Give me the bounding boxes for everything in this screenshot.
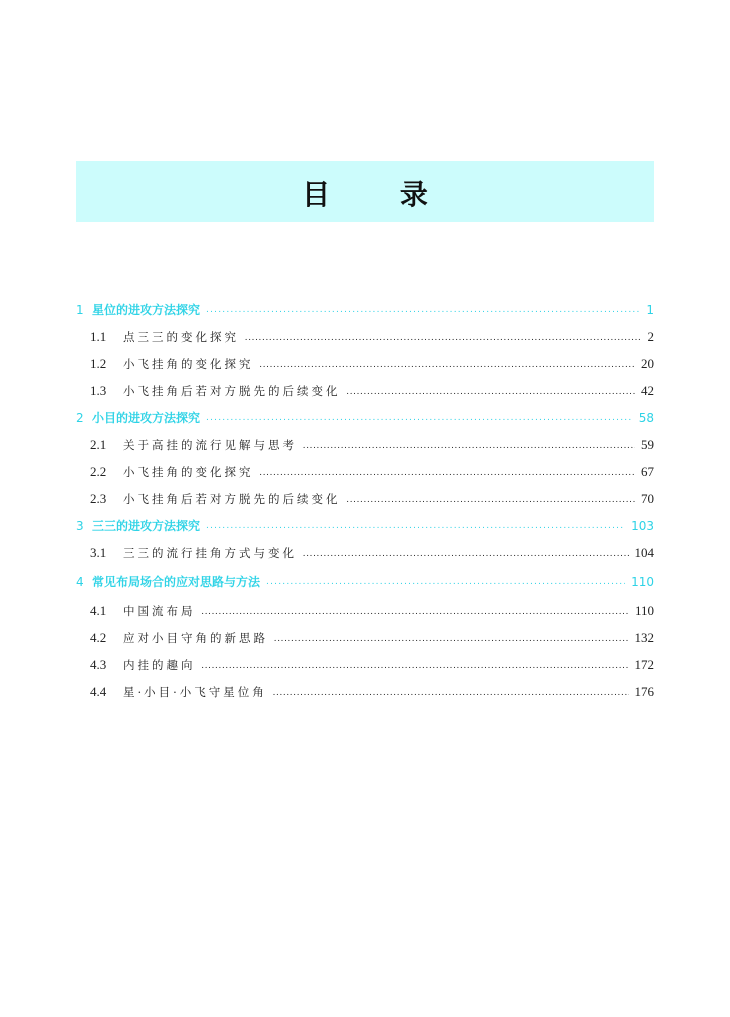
entry-number: 2.3	[90, 490, 107, 506]
toc-section[interactable]	[76, 485, 654, 512]
toc-section[interactable]	[76, 350, 654, 377]
entry-page: 103	[631, 518, 654, 533]
entry-page: 132	[634, 629, 654, 645]
entry-title: 三三的流行挂角方式与变化	[123, 545, 297, 560]
toc-section[interactable]	[76, 377, 654, 404]
entry-page: 1	[646, 302, 654, 317]
entry-number: 3.1	[90, 544, 107, 560]
entry-page: 59	[641, 436, 654, 452]
entry-number: 4.1	[90, 602, 107, 618]
toc-chapter[interactable]	[76, 512, 654, 539]
leader-dots	[303, 440, 635, 450]
entry-page: 2	[647, 328, 654, 344]
entry-title: 小飞挂角后若对方脱先的后续变化	[123, 491, 341, 506]
entry-title: 常见布局场合的应对思路与方法	[92, 575, 261, 589]
leader-dots	[206, 413, 633, 423]
entry-number: 2.1	[90, 436, 107, 452]
entry-page: 67	[641, 463, 654, 479]
entry-number: 2.2	[90, 463, 107, 479]
entry-page: 172	[634, 656, 654, 672]
leader-dots	[347, 494, 636, 504]
entry-title: 星·小目·小飞守星位角	[123, 684, 267, 699]
toc-chapter[interactable]	[76, 296, 654, 323]
entry-page: 110	[631, 574, 654, 589]
entry-title: 小飞挂角的变化探究	[123, 464, 254, 479]
entry-title: 内挂的趣向	[123, 657, 196, 672]
entry-number: 4	[76, 574, 84, 589]
leader-dots	[303, 548, 629, 558]
leader-dots	[273, 687, 629, 697]
entry-page: 42	[641, 382, 654, 398]
entry-page: 70	[641, 490, 654, 506]
entry-number: 1	[76, 302, 84, 317]
table-of-contents	[76, 296, 654, 705]
entry-page: 110	[634, 602, 654, 618]
leader-dots	[266, 577, 625, 587]
leader-dots	[260, 467, 636, 477]
leader-dots	[347, 386, 636, 396]
entry-title: 星位的进攻方法探究	[92, 303, 201, 317]
entry-title: 关于高挂的流行见解与思考	[123, 437, 297, 452]
toc-section[interactable]	[76, 624, 654, 651]
entry-page: 176	[634, 683, 654, 699]
leader-dots	[202, 606, 629, 616]
entry-title: 小飞挂角的变化探究	[123, 356, 254, 371]
toc-section[interactable]	[76, 539, 654, 566]
toc-section[interactable]	[76, 431, 654, 458]
toc-section[interactable]	[76, 678, 654, 705]
entry-number: 1.1	[90, 328, 107, 344]
entry-number: 4.4	[90, 683, 107, 699]
entry-title: 小飞挂角后若对方脱先的后续变化	[123, 383, 341, 398]
toc-section[interactable]	[76, 458, 654, 485]
leader-dots	[202, 660, 629, 670]
toc-chapter[interactable]	[76, 566, 654, 597]
entry-number: 3	[76, 518, 84, 533]
entry-title: 三三的进攻方法探究	[92, 519, 201, 533]
toc-section[interactable]	[76, 651, 654, 678]
leader-dots	[260, 359, 636, 369]
toc-section[interactable]	[76, 597, 654, 624]
leader-dots	[206, 305, 640, 315]
leader-dots	[245, 332, 642, 342]
leader-dots	[206, 521, 625, 531]
entry-page: 58	[638, 410, 654, 425]
entry-number: 4.2	[90, 629, 107, 645]
entry-title: 点三三的变化探究	[123, 329, 239, 344]
toc-chapter[interactable]	[76, 404, 654, 431]
entry-title: 中国流布局	[123, 603, 196, 618]
toc-section[interactable]	[76, 323, 654, 350]
entry-number: 2	[76, 410, 84, 425]
entry-page: 20	[641, 355, 654, 371]
entry-title: 小目的进攻方法探究	[92, 411, 201, 425]
leader-dots	[274, 633, 629, 643]
entry-title: 应对小目守角的新思路	[123, 630, 268, 645]
entry-number: 1.3	[90, 382, 107, 398]
toc-title-banner	[76, 161, 654, 222]
entry-number: 4.3	[90, 656, 107, 672]
entry-page: 104	[634, 544, 654, 560]
entry-number: 1.2	[90, 355, 107, 371]
page-title: 目 录	[302, 178, 458, 211]
